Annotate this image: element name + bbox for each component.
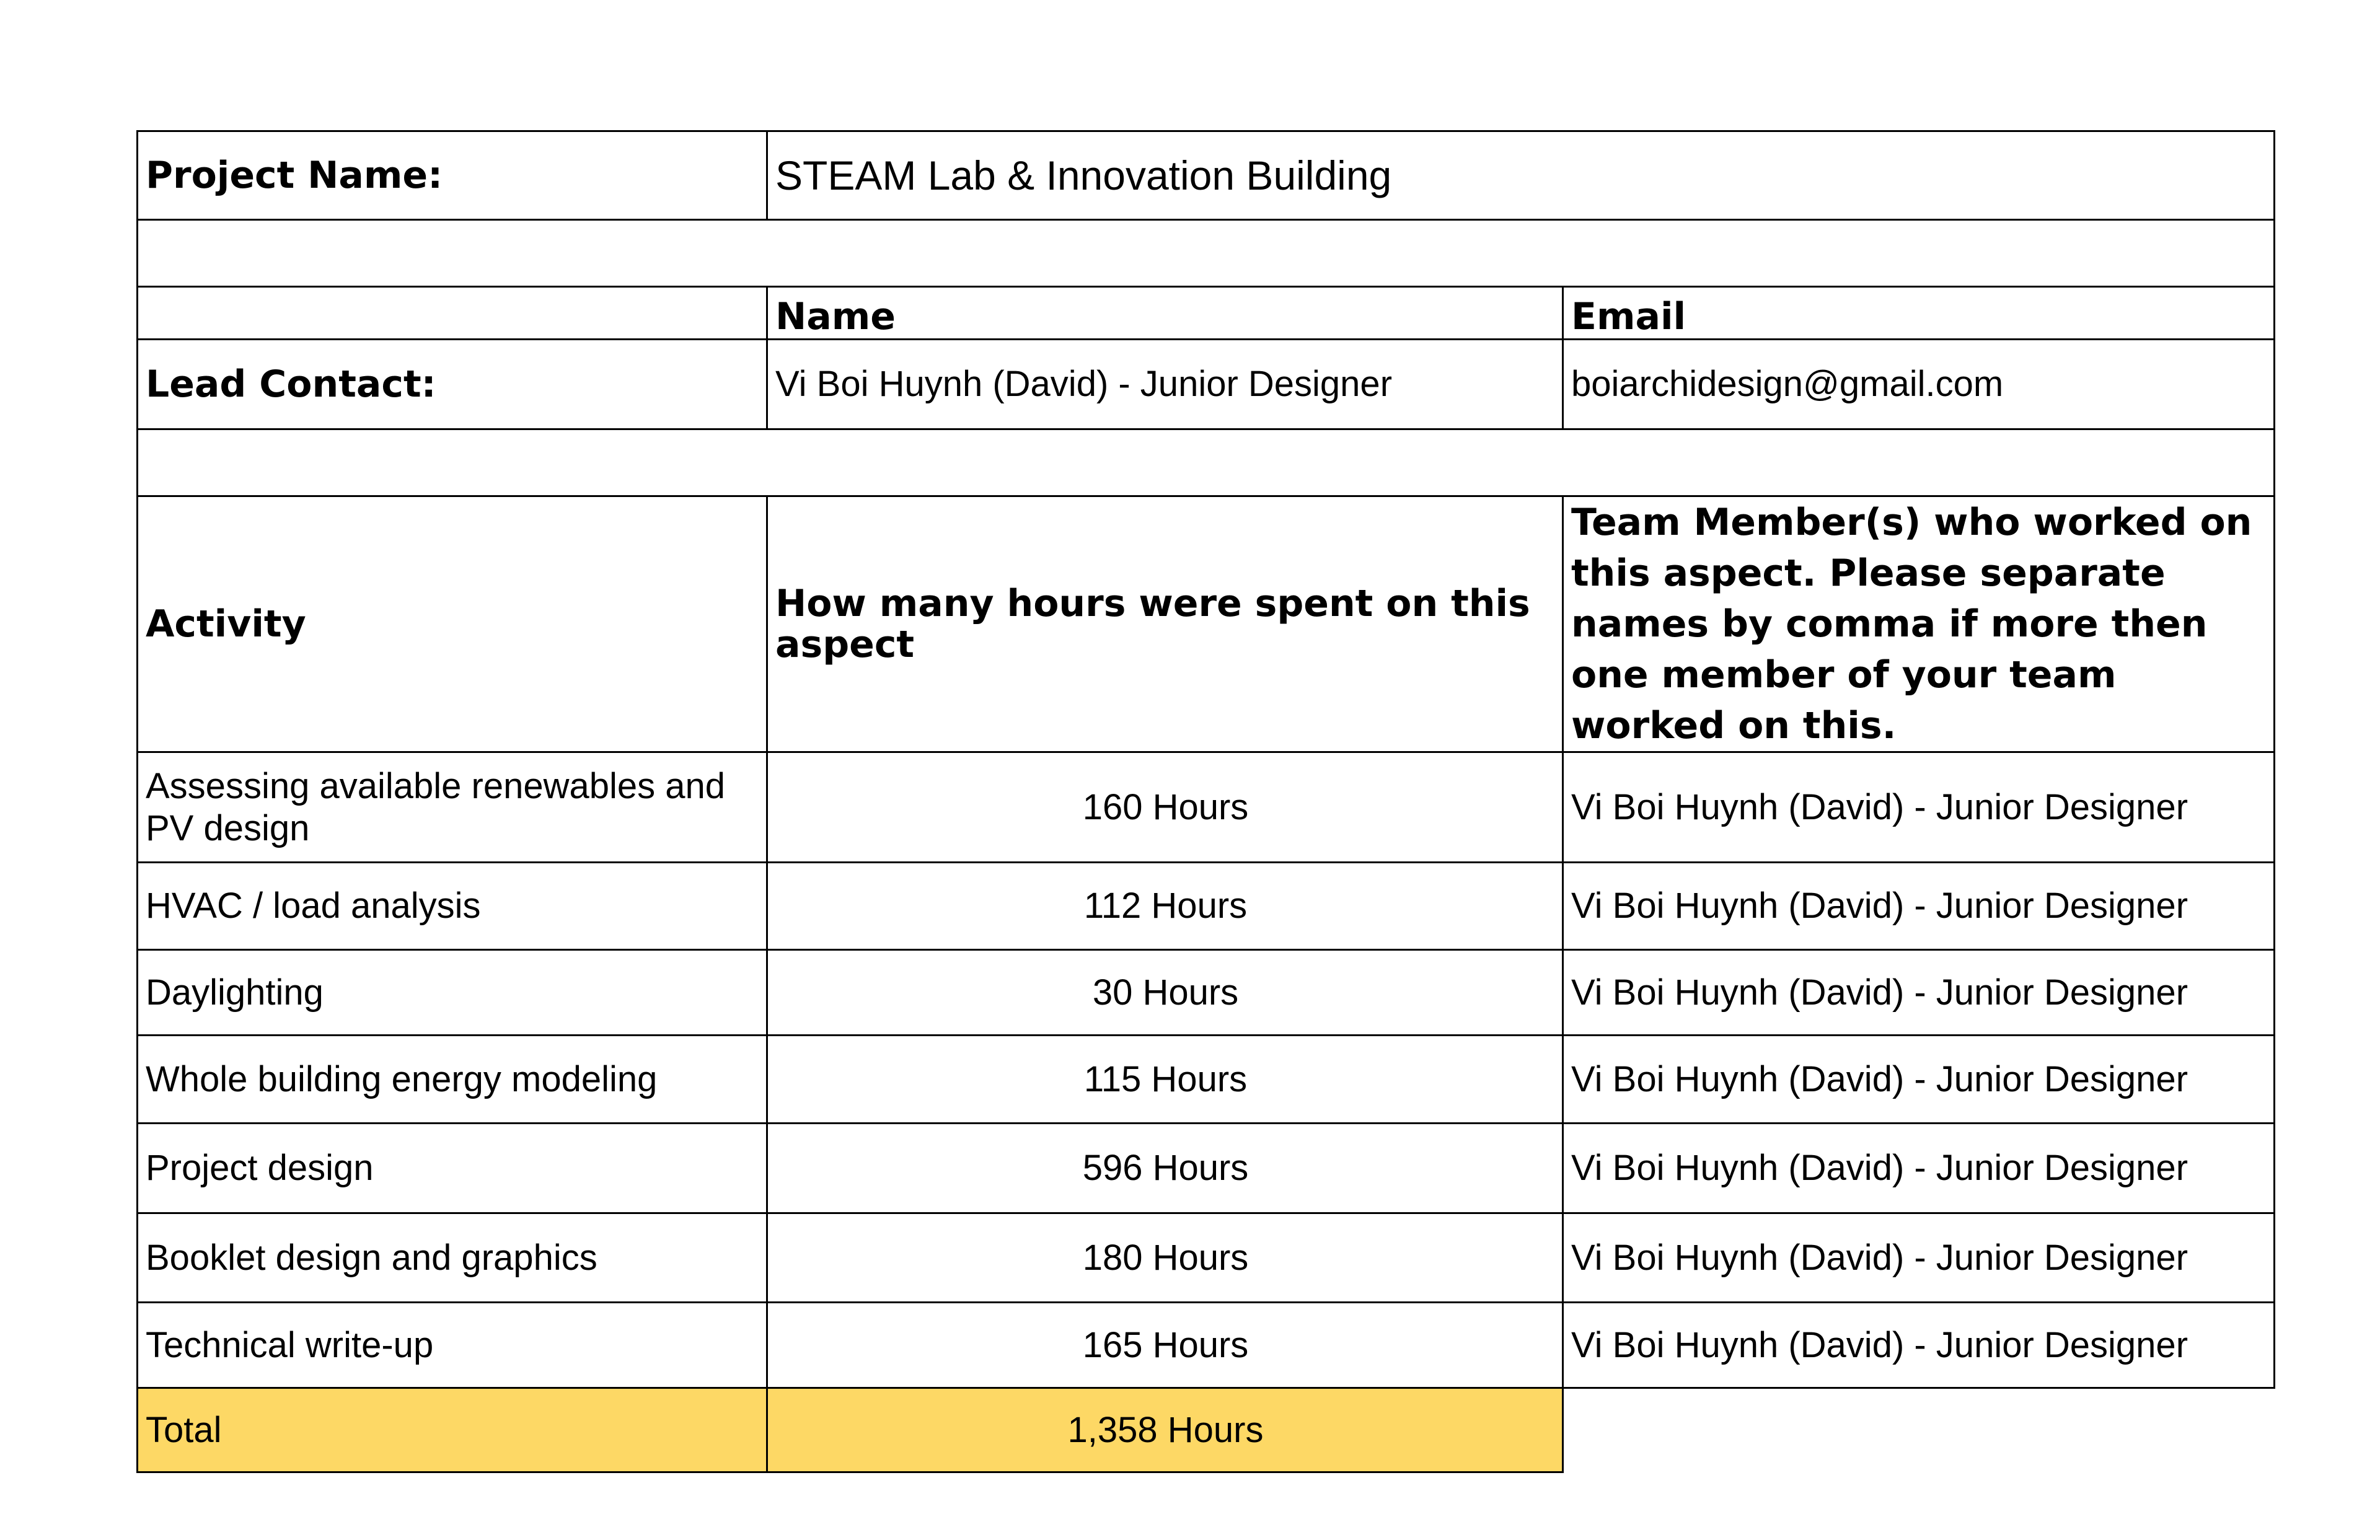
table-row [138, 752, 2275, 863]
activity-header-row [138, 496, 2275, 752]
table-row [138, 1124, 2275, 1213]
project-name-label: Project Name: [138, 131, 767, 220]
contact-header-empty [138, 287, 767, 340]
hours-cell: 596 Hours [767, 1124, 1563, 1213]
spacer-cell [138, 220, 2275, 287]
total-empty-cell [1563, 1388, 2275, 1472]
activity-cell: Assessing available renewables and PV design [138, 752, 767, 863]
lead-contact-name: Vi Boi Huynh (David) - Junior Designer [767, 340, 1563, 429]
members-cell: Vi Boi Huynh (David) - Junior Designer [1563, 1036, 2275, 1124]
members-cell: Vi Boi Huynh (David) - Junior Designer [1563, 863, 2275, 950]
members-cell: Vi Boi Huynh (David) - Junior Designer [1563, 752, 2275, 863]
total-label: Total [138, 1388, 767, 1472]
hours-cell: 165 Hours [767, 1303, 1563, 1388]
members-header: Team Member(s) who worked on this aspect. Please separate names by comma if more then one member of your team worked on this. [1563, 496, 2275, 752]
activity-cell: HVAC / load analysis [138, 863, 767, 950]
hours-cell: 160 Hours [767, 752, 1563, 863]
members-cell: Vi Boi Huynh (David) - Junior Designer [1563, 1213, 2275, 1303]
total-hours: 1,358 Hours [767, 1388, 1563, 1472]
activity-cell: Daylighting [138, 950, 767, 1036]
lead-contact-row [138, 340, 2275, 429]
project-row [138, 131, 2275, 220]
table-row [138, 863, 2275, 950]
spacer-row [138, 429, 2275, 496]
activity-cell: Booklet design and graphics [138, 1213, 767, 1303]
activity-cell: Technical write-up [138, 1303, 767, 1388]
spacer-cell [138, 429, 2275, 496]
lead-contact-email: boiarchidesign@gmail.com [1563, 340, 2275, 429]
hours-cell: 115 Hours [767, 1036, 1563, 1124]
hours-summary-table [136, 130, 2275, 1473]
hours-header: How many hours were spent on this aspect [767, 496, 1563, 752]
project-name-value: STEAM Lab & Innovation Building [767, 131, 2275, 220]
table-row [138, 1036, 2275, 1124]
hours-cell: 30 Hours [767, 950, 1563, 1036]
activity-cell: Project design [138, 1124, 767, 1213]
activity-header: Activity [138, 496, 767, 752]
spacer-row [138, 220, 2275, 287]
email-header: Email [1563, 287, 2275, 340]
contact-header-row [138, 287, 2275, 340]
hours-cell: 112 Hours [767, 863, 1563, 950]
hours-cell: 180 Hours [767, 1213, 1563, 1303]
total-row [138, 1388, 2275, 1472]
table-row [138, 1303, 2275, 1388]
lead-contact-label: Lead Contact: [138, 340, 767, 429]
members-cell: Vi Boi Huynh (David) - Junior Designer [1563, 1124, 2275, 1213]
table-row [138, 950, 2275, 1036]
members-cell: Vi Boi Huynh (David) - Junior Designer [1563, 950, 2275, 1036]
name-header: Name [767, 287, 1563, 340]
table-row [138, 1213, 2275, 1303]
activity-cell: Whole building energy modeling [138, 1036, 767, 1124]
members-cell: Vi Boi Huynh (David) - Junior Designer [1563, 1303, 2275, 1388]
